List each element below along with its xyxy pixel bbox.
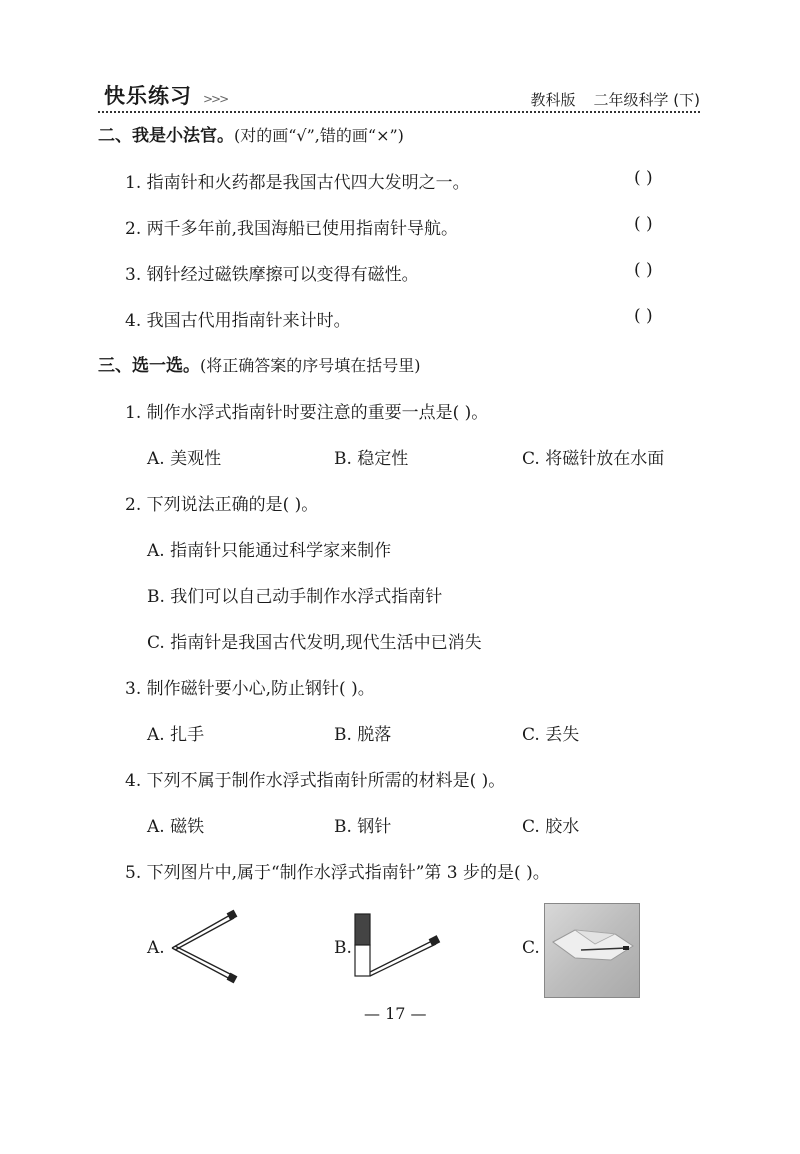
header-title: 快乐练习: [104, 84, 192, 108]
s3-q1-option-a[interactable]: A. 美观性: [147, 449, 222, 469]
s2-question-3: 3. 钢针经过磁铁摩擦可以变得有磁性。: [125, 265, 419, 285]
s3-q4-option-b[interactable]: B. 钢针: [334, 817, 392, 837]
header-book-info: [531, 89, 701, 110]
s2-answer-4[interactable]: ( ): [634, 306, 653, 326]
subject-label: 二年级科学 (下): [593, 91, 700, 109]
section-2-title: 二、我是小法官。: [98, 126, 234, 146]
s3-q3-option-a[interactable]: A. 扎手: [147, 725, 205, 745]
section-3-heading: [98, 351, 421, 376]
s3-q2-option-c[interactable]: C. 指南针是我国古代发明,现代生活中已消失: [147, 633, 482, 653]
header-arrows: >>>: [203, 92, 228, 106]
section-3-note: (将正确答案的序号填在括号里): [200, 356, 421, 375]
s3-question-4: 4. 下列不属于制作水浮式指南针所需的材料是( )。: [125, 771, 506, 791]
s2-question-2: 2. 两千多年前,我国海船已使用指南针导航。: [125, 219, 459, 239]
s2-question-4: 4. 我国古代用指南针来计时。: [125, 311, 351, 331]
s2-answer-2[interactable]: ( ): [634, 214, 653, 234]
s3-q2-option-a[interactable]: A. 指南针只能通过科学家来制作: [147, 541, 392, 561]
s2-answer-3[interactable]: ( ): [634, 260, 653, 280]
paper-boat-needle-icon: [545, 904, 639, 997]
s3-question-5: 5. 下列图片中,属于“制作水浮式指南针”第 3 步的是( )。: [125, 863, 550, 883]
s3-q2-option-b[interactable]: B. 我们可以自己动手制作水浮式指南针: [147, 587, 443, 607]
s3-q5-option-a[interactable]: A.: [147, 938, 165, 958]
header-divider: [98, 111, 700, 113]
s3-question-2: 2. 下列说法正确的是( )。: [125, 495, 319, 515]
s3-q4-option-a[interactable]: A. 磁铁: [147, 817, 205, 837]
s2-answer-1[interactable]: ( ): [634, 168, 653, 188]
section-2-heading: [98, 121, 404, 146]
s3-q1-option-b[interactable]: B. 稳定性: [334, 449, 409, 469]
section-3-title: 三、选一选。: [98, 356, 200, 376]
s3-q4-option-c[interactable]: C. 胶水: [522, 817, 580, 837]
s2-question-1: 1. 指南针和火药都是我国古代四大发明之一。: [125, 173, 470, 193]
s3-question-1: 1. 制作水浮式指南针时要注意的重要一点是( )。: [125, 403, 489, 423]
floating-needle-photo: [544, 903, 640, 998]
s3-q1-option-c[interactable]: C. 将磁针放在水面: [522, 449, 665, 469]
s3-q5-option-c[interactable]: C.: [522, 938, 540, 958]
magnet-stroking-needle-image: [352, 912, 444, 982]
needles-v-shape-image: [168, 908, 240, 986]
s3-q3-option-c[interactable]: C. 丢失: [522, 725, 580, 745]
page-number: — 17 —: [364, 1004, 427, 1023]
edition-label: 教科版: [530, 91, 576, 109]
s3-q5-option-b[interactable]: B.: [334, 938, 352, 958]
s3-q3-option-b[interactable]: B. 脱落: [334, 725, 392, 745]
section-2-note: (对的画“√”,错的画“×”): [234, 126, 404, 145]
s3-question-3: 3. 制作磁针要小心,防止钢针( )。: [125, 679, 375, 699]
